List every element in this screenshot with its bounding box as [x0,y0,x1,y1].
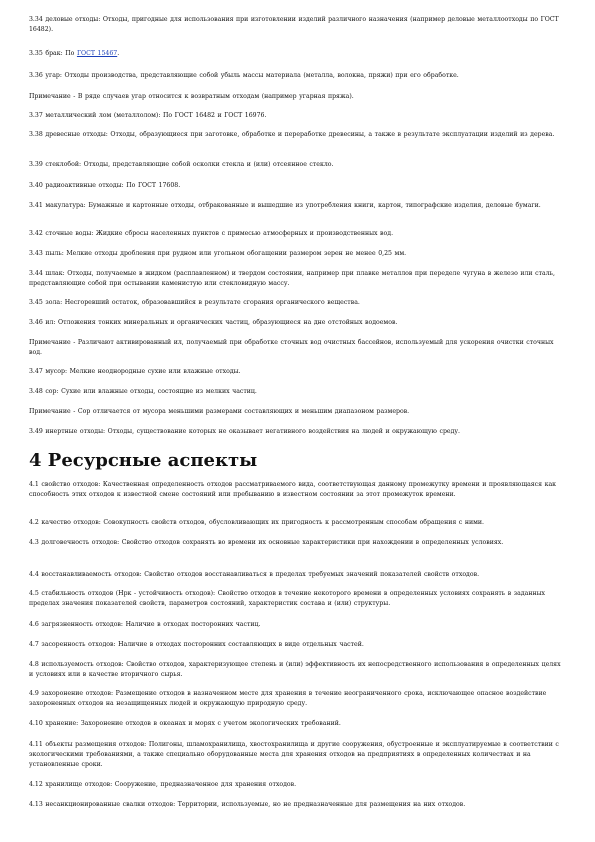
term-4-13: 4.13 несанкционированные свалки отходов: Территории, используемые, но не предназначенные для размещения на них отходов. [29,801,466,808]
term-3-40: 3.40 радиоактивные отходы: По ГОСТ 17608. [29,182,181,189]
term-4-10: 4.10 хранение: Захоронение отходов в океанах и морях с учетом экологических требований. [29,720,341,727]
term-3-38: 3.38 древесные отходы: Отходы, образующиеся при заготовке, обработке и переработке древесины, а также в результате эксплуатации изделий из дерева. [29,131,555,138]
term-3-35-text: 3.35 брак: По [29,50,77,57]
term-4-4: 4.4 восстанавливаемость отходов: Свойство отходов восстанавливаться в пределах требуемых значений показателей свойств отходов. [29,571,480,578]
term-3-42: 3.42 сточные воды: Жидкие сбросы населенных пунктов с примесью атмосферных и производственных вод. [29,230,394,237]
term-3-34: 3.34 деловые отходы: Отходы, пригодные для использования при изготовлении изделий различного назначения (например деловые металлоотходы по ГОСТ 16482). [29,16,559,33]
term-3-44: 3.44 шлак: Отходы, получаемые в жидком (расплавленном) и твердом состоянии, например при плавке металлов при переделе чугуна в железо или сталь, представляющие собой при остывании каменистую или стекловидную массу. [29,270,555,287]
term-4-11: 4.11 объекты размещения отходов: Полигоны, шламохранилища, хвостохранилища и другие сооружения, обустроенные и эксплуатируемые в соответствии с экологическими требованиями, а также специально оборудованные места для хранения отходов на предприятиях в определенных количествах и на установленные сроки. [29,741,559,768]
note-3-36: Примечание - В ряде случаев угар относится к возвратным отходам (например угарная пряжа). [29,93,354,100]
note-3-46: Примечание - Различают активированный ил, получаемый при обработке сточных вод очистных бассейнов, используемый для ускорения очистки сточных вод. [29,339,554,356]
term-3-36: 3.36 угар: Отходы производства, представляющие собой убыль массы материала (металла, волокна, пряжи) при его обработке. [29,72,459,79]
note-3-48: Примечание - Сор отличается от мусора меньшими размерами составляющих и меньшим диапазоном размеров. [29,408,410,415]
term-4-5: 4.5 стабильность отходов (Нрк - устойчивость отходов): Свойство отходов в течение некоторого времени в определенных условиях сохранять в заданных пределах значения показателей свойств, параметров состояний, характеристик состава и (или) структуры. [29,590,546,607]
term-3-47: 3.47 мусор: Мелкие неоднородные сухие или влажные отходы. [29,368,241,375]
term-3-41: 3.41 макулатура: Бумажные и картонные отходы, отбракованные и вышедшие из употребления книги, картон, типографские изделия, деловые бумаги. [29,202,541,209]
term-4-7: 4.7 засоренность отходов: Наличие в отходах посторонних составляющих в виде отдельных частей. [29,641,364,648]
term-4-12: 4.12 хранилище отходов: Сооружение, предназначенное для хранения отходов. [29,781,297,788]
term-4-2: 4.2 качество отходов: Совокупность свойств отходов, обусловливающих их пригодность к рассмотренным способам обращения с ними. [29,519,484,526]
gost-15467-link[interactable]: ГОСТ 15467 [76,50,118,57]
term-3-35 [29,49,561,59]
term-4-1: 4.1 свойство отходов: Качественная определенность отходов рассматриваемого вида, соответствующая данному промежутку времени и проявляющаяся как способность этих отходов к известной смене состояний или пребыванию в известном состоянии за этот промежуток времени. [29,481,557,498]
term-4-6: 4.6 загрязненность отходов: Наличие в отходах посторонних частиц. [29,621,261,628]
section-heading: 4 Ресурсные аспекты [29,450,258,471]
term-3-46: 3.46 ил: Отложения тонких минеральных и органических частиц, образующиеся на дне отстойных водоемов. [29,319,398,326]
term-3-35-end: . [117,50,120,57]
term-3-43: 3.43 пыль: Мелкие отходы дробления при рудном или угольном обогащении размером зерен не менее 0,25 мм. [29,250,407,257]
term-3-39: 3.39 стеклобой: Отходы, представляющие собой осколки стекла и (или) отсеянное стекло. [29,161,334,168]
term-4-9: 4.9 захоронение отходов: Размещение отходов в назначенном месте для хранения в течение неограниченного срока, исключающее опасное воздействие захороненных отходов на незащищенных людей и окружающую природную среду. [29,690,547,707]
term-4-3: 4.3 долговечность отходов: Свойство отходов сохранять во времени их основные характеристики при нахождении в определенных условиях. [29,539,504,546]
term-3-48: 3.48 сор: Сухие или влажные отходы, состоящие из мелких частиц. [29,388,257,395]
term-4-8: 4.8 используемость отходов: Свойство отходов, характеризующее степень и (или) эффективность их непосредственного использования в определенных целях и условиях или в качестве вторичного сырья. [29,661,561,678]
term-3-45: 3.45 зола: Несгоревший остаток, образовавшийся в результате сгорания органического вещества. [29,299,360,306]
term-3-37: 3.37 металлический лом (металлолом): По ГОСТ 16482 и ГОСТ 16976. [29,112,267,119]
term-3-49: 3.49 инертные отходы: Отходы, существование которых не оказывает негативного воздействия на людей и окружающую среду. [29,428,460,435]
